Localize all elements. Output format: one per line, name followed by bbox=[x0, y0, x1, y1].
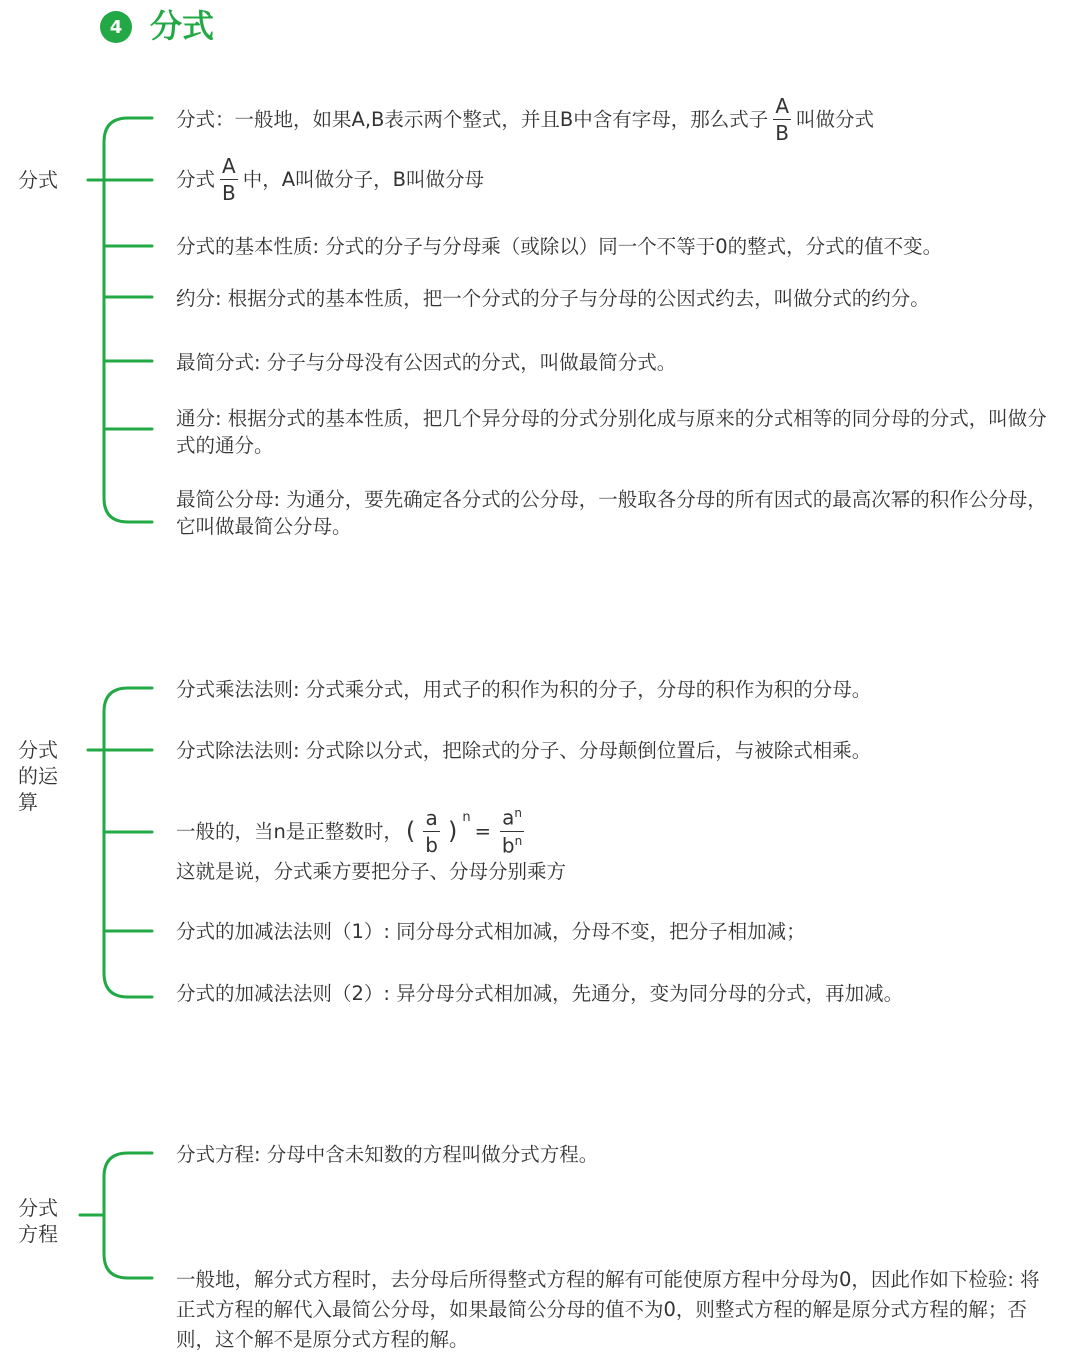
s1-item-numerator-denominator bbox=[176, 152, 484, 206]
frac-numerator: A bbox=[773, 96, 791, 120]
s3-item-verification: 一般地，解分式方程时，去分母后所得整式方程的解有可能使原方程中分母为0，因此作如下检验: 将正式方程的解代入最简公分母，如果最简公分母的值不为0，则整式方程的解是原分式方程的解；否则，这个解不是原分式方程的解。 bbox=[176, 1268, 1040, 1351]
s3-item-definition: 分式方程: 分母中含未知数的方程叫做分式方程。 bbox=[176, 1143, 599, 1166]
bracket-section3 bbox=[104, 1153, 152, 1278]
section2-label: 分式的运算 bbox=[18, 738, 58, 814]
s2-item-add-sub-rule1: 分式的加减法法则（1）: 同分母分式相加减，分母不变，把分子相加减； bbox=[176, 920, 806, 943]
numerator-exp: n bbox=[514, 805, 522, 820]
exponent-n: n bbox=[462, 809, 471, 825]
numerator-base: a bbox=[502, 805, 515, 830]
fraction-a-over-b bbox=[220, 153, 238, 205]
frac-denominator: b bbox=[425, 832, 438, 857]
s1-item2-suffix: 中，A叫做分子，B叫做分母 bbox=[242, 167, 484, 191]
s1-item1-prefix: 分式：一般地，如果A,B表示两个整式，并且B中含有字母，那么式子 bbox=[176, 107, 769, 131]
frac-numerator bbox=[500, 807, 524, 832]
equals-sign: = bbox=[474, 819, 491, 843]
denominator-exp: n bbox=[514, 833, 523, 848]
s2-item-power-explanation: 这就是说，分式乘方要把分子、分母分别乘方 bbox=[176, 860, 567, 883]
frac-denominator: B bbox=[775, 120, 790, 145]
s2-item-division: 分式除法法则: 分式除以分式，把除式的分子、分母颠倒位置后，与被除式相乘。 bbox=[176, 739, 872, 762]
bracket-section2 bbox=[104, 688, 152, 997]
frac-numerator: A bbox=[220, 156, 238, 180]
fraction-a-over-b bbox=[423, 805, 440, 857]
s1-item-simplest-fraction: 最简分式: 分子与分母没有公因式的分式，叫做最简分式。 bbox=[176, 351, 677, 374]
s1-item-common-denominator: 通分: 根据分式的基本性质，把几个异分母的分式分别化成与原来的分式相等的同分母的分式，叫做分式的通分。 bbox=[176, 407, 1047, 457]
denominator-base: b bbox=[501, 833, 515, 858]
s1-item1-suffix: 叫做分式 bbox=[796, 107, 875, 131]
s1-item-reduction: 约分: 根据分式的基本性质，把一个分式的分子与分母的公因式约去，叫做分式的约分。 bbox=[176, 287, 930, 310]
right-paren: ) bbox=[447, 816, 458, 845]
frac-numerator: a bbox=[423, 808, 440, 832]
section1-label: 分式 bbox=[18, 168, 58, 192]
s1-item2-prefix: 分式 bbox=[176, 167, 216, 191]
fraction-an-over-bn bbox=[500, 805, 524, 858]
s2-item-power-formula bbox=[176, 800, 529, 862]
s1-item-lcd: 最简公分母: 为通分，要先确定各分式的公分母，一般取各分母的所有因式的最高次幂的积作公分母，它叫做最简公分母。 bbox=[176, 488, 1047, 538]
s1-item-basic-property: 分式的基本性质: 分式的分子与分母乘（或除以）同一个不等于0的整式，分式的值不变。 bbox=[176, 235, 943, 258]
s2-item-add-sub-rule2: 分式的加减法法则（2）: 异分母分式相加减，先通分，变为同分母的分式，再加减。 bbox=[176, 982, 904, 1005]
section3-label: 分式方程 bbox=[18, 1196, 58, 1246]
left-paren: ( bbox=[405, 816, 416, 845]
s2-item-multiplication: 分式乘法法则: 分式乘分式，用式子的积作为积的分子，分母的积作为积的分母。 bbox=[176, 678, 872, 701]
frac-denominator bbox=[500, 832, 524, 856]
s1-item-definition bbox=[176, 92, 874, 146]
page-title: 分式 bbox=[150, 7, 215, 45]
s2-item3-prefix: 一般的，当n是正整数时， bbox=[176, 819, 403, 843]
section-number-badge: 4 bbox=[100, 11, 132, 43]
fraction-a-over-b bbox=[773, 93, 791, 145]
frac-denominator: B bbox=[222, 180, 236, 205]
